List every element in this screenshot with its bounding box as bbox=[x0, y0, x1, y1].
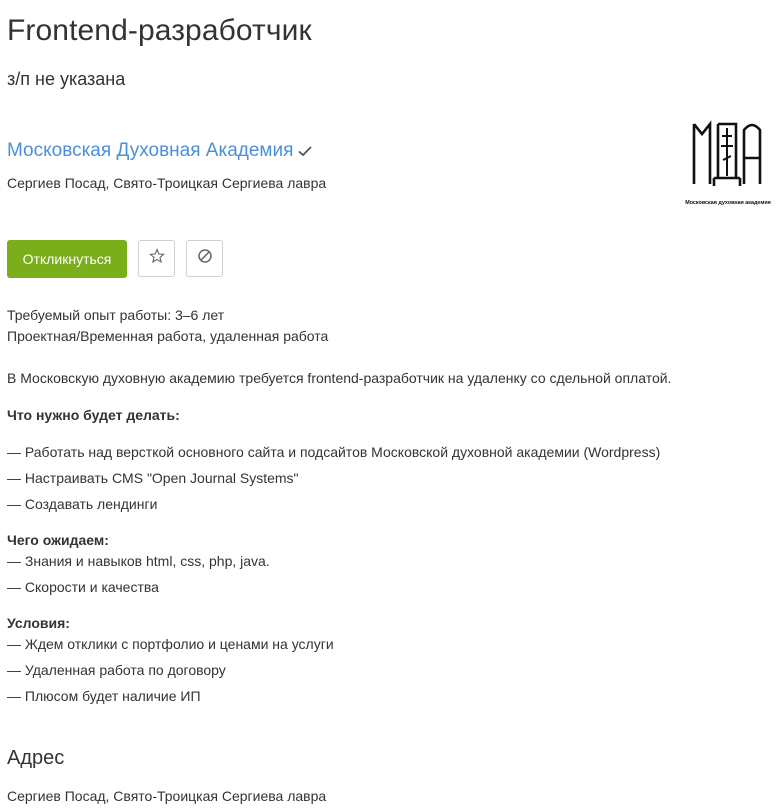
star-icon bbox=[149, 248, 165, 269]
list-item: — Создавать лендинги bbox=[7, 496, 158, 512]
hide-button[interactable] bbox=[186, 240, 223, 277]
address-section-text: Сергиев Посад, Свято-Троицкая Сергиева лавра bbox=[7, 788, 327, 804]
expect-title: Чего ожидаем: bbox=[7, 532, 109, 548]
company-address: Сергиев Посад, Свято-Троицкая Сергиева лавра bbox=[7, 175, 327, 191]
logo-text: Московская духовная академия bbox=[685, 200, 771, 206]
list-item: — Настраивать CMS "Open Journal Systems" bbox=[7, 470, 299, 486]
list-item: — Ждем отклики с портфолио и ценами на услуги bbox=[7, 636, 334, 652]
conditions-title: Условия: bbox=[7, 615, 70, 631]
employment-text: Проектная/Временная работа, удаленная работа bbox=[7, 328, 329, 344]
salary-text: з/п не указана bbox=[7, 69, 126, 89]
description-intro: В Московскую духовную академию требуется frontend-разработчик на удаленку со сдельной оплатой. bbox=[7, 370, 672, 386]
duties-title: Что нужно будет делать: bbox=[7, 407, 180, 423]
vacancy-title: Frontend-разработчик bbox=[7, 14, 312, 47]
company-link[interactable]: Московская Духовная Академия bbox=[7, 140, 294, 161]
apply-button[interactable]: Откликнуться bbox=[7, 240, 127, 278]
company-logo[interactable] bbox=[685, 118, 771, 210]
action-buttons bbox=[7, 240, 223, 278]
check-icon bbox=[297, 143, 313, 159]
experience-text: Требуемый опыт работы: 3–6 лет bbox=[7, 307, 225, 323]
favorite-button[interactable] bbox=[138, 240, 175, 277]
list-item: — Работать над версткой основного сайта и подсайтов Московской духовной академии (Wordpress) bbox=[7, 444, 661, 460]
list-item: — Знания и навыков html, css, php, java. bbox=[7, 553, 270, 569]
list-item: — Плюсом будет наличие ИП bbox=[7, 688, 201, 704]
block-icon bbox=[197, 248, 213, 269]
vacancy-meta bbox=[7, 305, 328, 347]
list-item: — Скорости и качества bbox=[7, 579, 159, 595]
company-row bbox=[7, 140, 313, 162]
list-item: — Удаленная работа по договору bbox=[7, 662, 226, 678]
address-section-title: Адрес bbox=[7, 747, 65, 769]
